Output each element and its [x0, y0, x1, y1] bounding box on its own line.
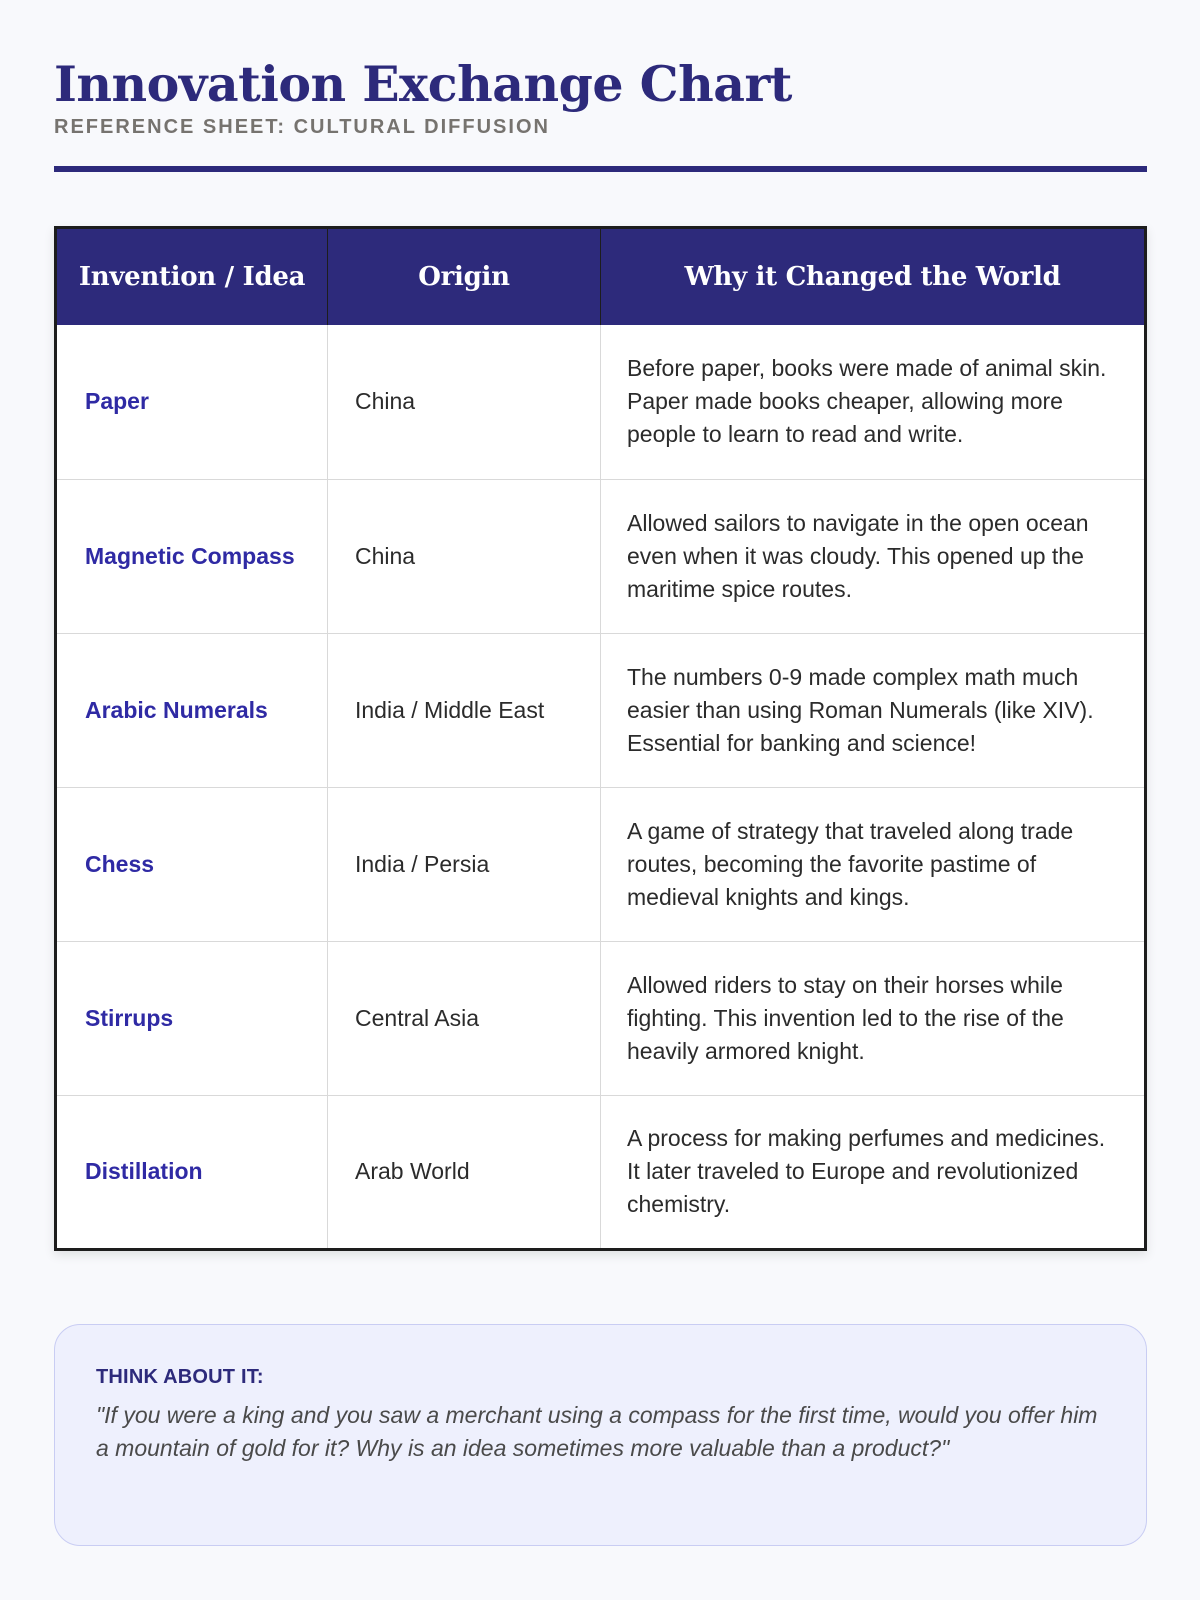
column-header-why: Why it Changed the World: [601, 228, 1146, 326]
origin-cell: India / Middle East: [328, 633, 601, 787]
table-row: [56, 941, 1146, 1095]
origin-cell: Central Asia: [328, 941, 601, 1095]
innovation-table-container: [54, 226, 1147, 1251]
impact-cell: A process for making perfumes and medicines. It later traveled to Europe and revolutionized chemistry.: [601, 1095, 1146, 1249]
column-header-invention: Invention / Idea: [56, 228, 328, 326]
impact-cell: Allowed riders to stay on their horses while fighting. This invention led to the rise of the heavily armored knight.: [601, 941, 1146, 1095]
origin-cell: Arab World: [328, 1095, 601, 1249]
invention-cell: Stirrups: [56, 941, 328, 1095]
invention-cell: Distillation: [56, 1095, 328, 1249]
page-subtitle: REFERENCE SHEET: CULTURAL DIFFUSION: [54, 116, 550, 138]
title-divider: [54, 166, 1147, 172]
table-row: [56, 787, 1146, 941]
column-header-origin: Origin: [328, 228, 601, 326]
table-row: [56, 325, 1146, 479]
invention-cell: Arabic Numerals: [56, 633, 328, 787]
origin-cell: China: [328, 479, 601, 633]
origin-cell: China: [328, 325, 601, 479]
think-about-it-callout: [54, 1324, 1147, 1546]
impact-cell: The numbers 0-9 made complex math much easier than using Roman Numerals (like XIV). Essential for banking and science!: [601, 633, 1146, 787]
table-row: [56, 633, 1146, 787]
impact-cell: Before paper, books were made of animal skin. Paper made books cheaper, allowing more people to learn to read and write.: [627, 355, 1107, 448]
table-row: [56, 479, 1146, 633]
invention-cell: Magnetic Compass: [56, 479, 328, 633]
callout-heading: THINK ABOUT IT:: [96, 1366, 264, 1388]
invention-cell: Chess: [56, 787, 328, 941]
reference-sheet: [54, 0, 1147, 1461]
impact-cell: Allowed sailors to navigate in the open ocean even when it was cloudy. This opened up the maritime spice routes.: [601, 479, 1146, 633]
table-row: [56, 1095, 1146, 1249]
innovation-table: [54, 226, 1147, 1251]
callout-question: "If you were a king and you saw a merchant using a compass for the first time, would you offer him a mountain of gold for it? Why is an idea sometimes more valuable than a product?": [96, 1402, 1098, 1461]
table-header-row: [56, 228, 1146, 326]
page-title: Innovation Exchange Chart: [54, 55, 792, 113]
invention-cell: Paper: [56, 325, 328, 479]
origin-cell: India / Persia: [328, 787, 601, 941]
impact-cell: A game of strategy that traveled along trade routes, becoming the favorite pastime of medieval knights and kings.: [601, 787, 1146, 941]
